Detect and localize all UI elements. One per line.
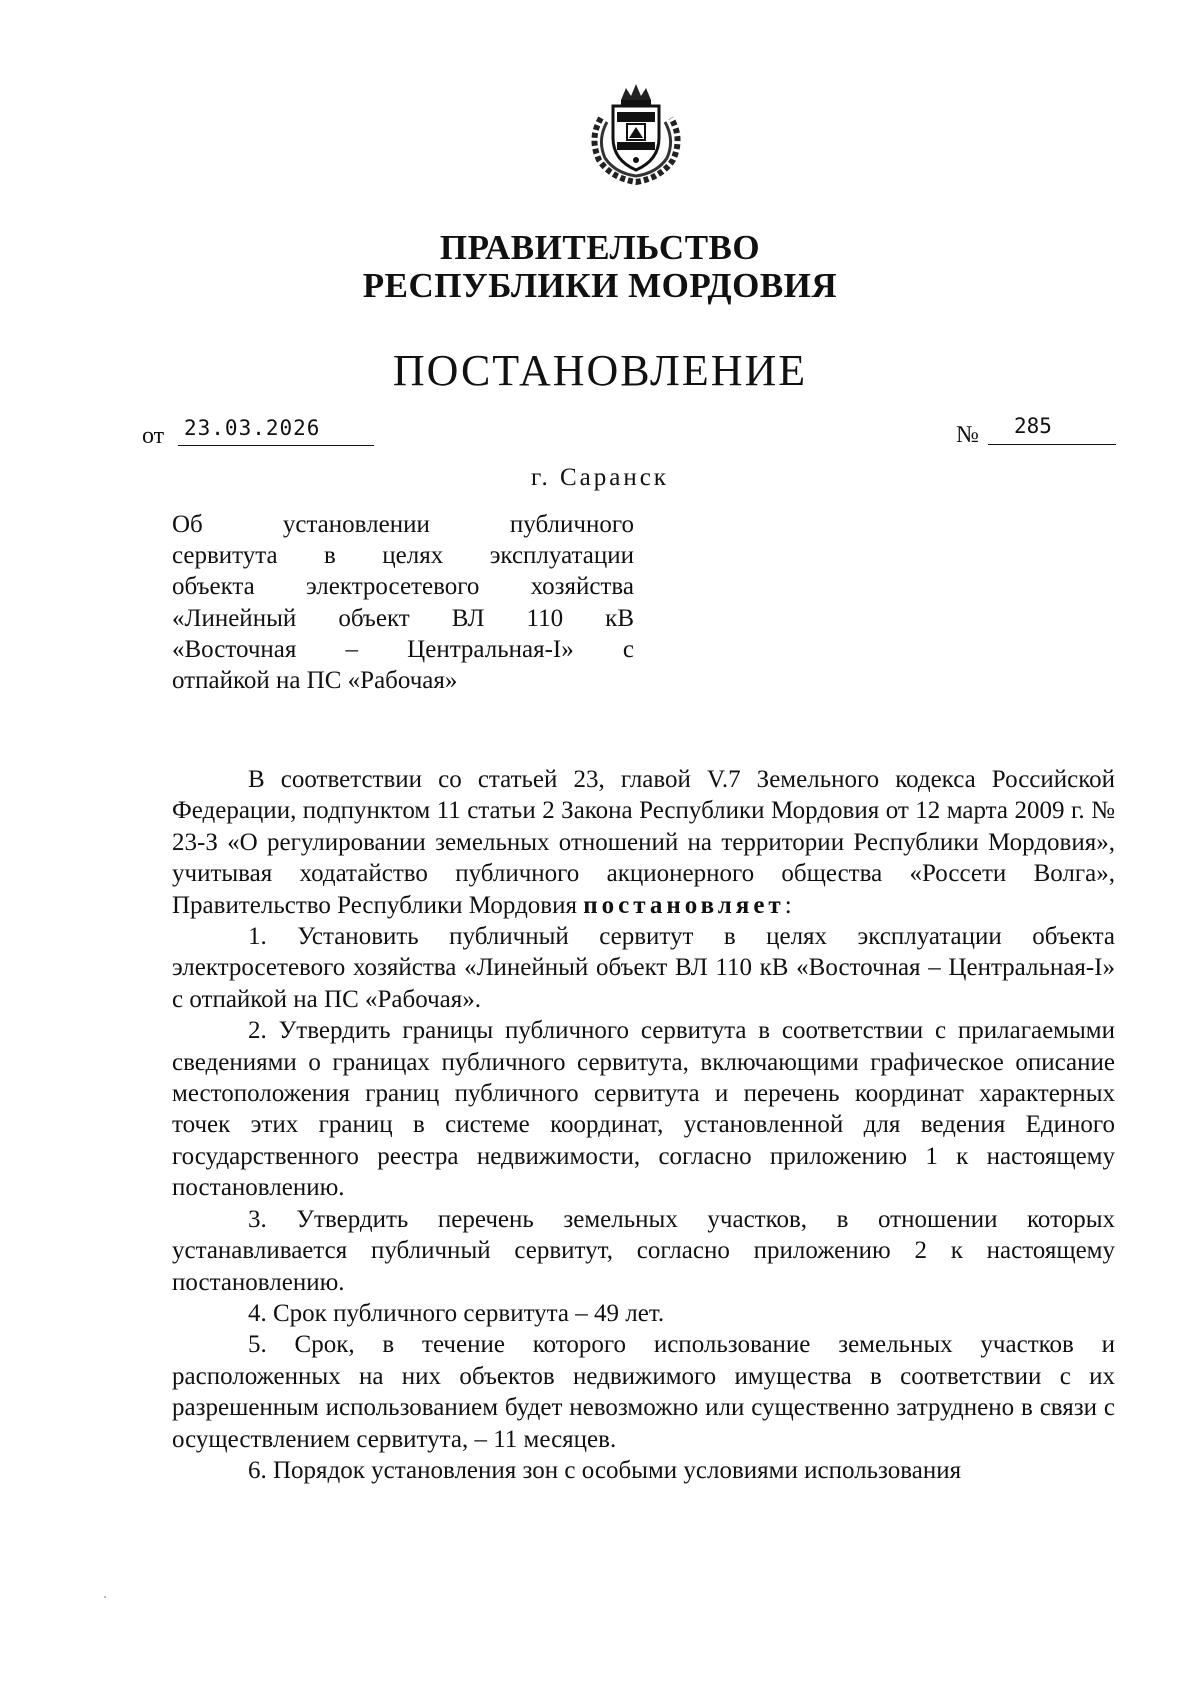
decree-item-5: 5. Срок, в течение которого использование земельных участков и расположенных на них объектов недвижимого имущества в соответствии с их разрешенным использованием будет невозможно или существенно затруднено в связи с осуществлением сервитута, – 11 месяцев. (172, 1331, 1115, 1453)
subject-line: «Линейный объект ВЛ 110 кВ (172, 604, 634, 632)
org-name-line-2: РЕСПУБЛИКИ МОРДОВИЯ (362, 266, 838, 305)
date-field: 23.03.2026 (178, 416, 374, 446)
preamble-paragraph (172, 764, 1115, 921)
document-subject (172, 509, 634, 696)
document-type: ПОСТАНОВЛЕНИЕ (392, 346, 808, 395)
subject-line: «Восточная – Центральная-I» с (172, 635, 634, 663)
decree-item-4: 4. Срок публичного сервитута – 49 лет. (248, 1299, 665, 1327)
scan-speck (104, 1596, 106, 1598)
decree-item-2: 2. Утвердить границы публичного сервитута в соответствии с прилагаемыми сведениями о границах публичного сервитута, включающими графическое описание местоположения границ публичного сервитута и перечень координат характерных точек этих границ в системе координат, установленной для ведения Единого государственного реестра недвижимости, согласно приложению 1 к настоящему постановлению. (172, 1017, 1115, 1202)
decree-item-3: 3. Утвердить перечень земельных участков, в отношении которых устанавливается публичный сервитут, согласно приложению 2 к настоящему постановлению. (172, 1205, 1115, 1296)
city: г. Саранск (531, 464, 669, 491)
coat-of-arms-icon (581, 78, 691, 188)
decree-word: постановляет (583, 891, 785, 919)
subject-line: объекта электросетевого хозяйства (172, 573, 634, 601)
document-body (172, 764, 1115, 1486)
number-label: № (956, 422, 979, 448)
preamble-text: В соответствии со статьей 23, главой V.7 Земельного кодекса Российской Федерации, подпунктом 11 статьи 2 Закона Республики Мордовия от 12 марта 2009 г. № 23-З «О регулировании земельных отношений на территории Республики Мордовия», учитывая ходатайство публичного акционерного общества «Россети Волга», Правительство Республики Мордовия (172, 766, 1115, 919)
subject-line: Об установлении публичного (172, 511, 634, 538)
date-label: от (142, 423, 165, 449)
number-field: 285 (988, 414, 1116, 445)
decree-item-1: 1. Установить публичный сервитут в целях эксплуатации объекта электросетевого хозяйства «Линейный объект ВЛ 110 кВ «Восточная – Центральная-I» с отпайкой на ПС «Рабочая». (172, 923, 1115, 1013)
decree-item-6: 6. Порядок установления зон с особыми условиями использования (248, 1456, 962, 1484)
subject-line: отпайкой на ПС «Рабочая» (172, 667, 458, 695)
decree-colon: : (784, 891, 792, 919)
subject-line: сервитута в целях эксплуатации (172, 542, 634, 570)
org-name-line-1: ПРАВИТЕЛЬСТВО (439, 228, 761, 267)
